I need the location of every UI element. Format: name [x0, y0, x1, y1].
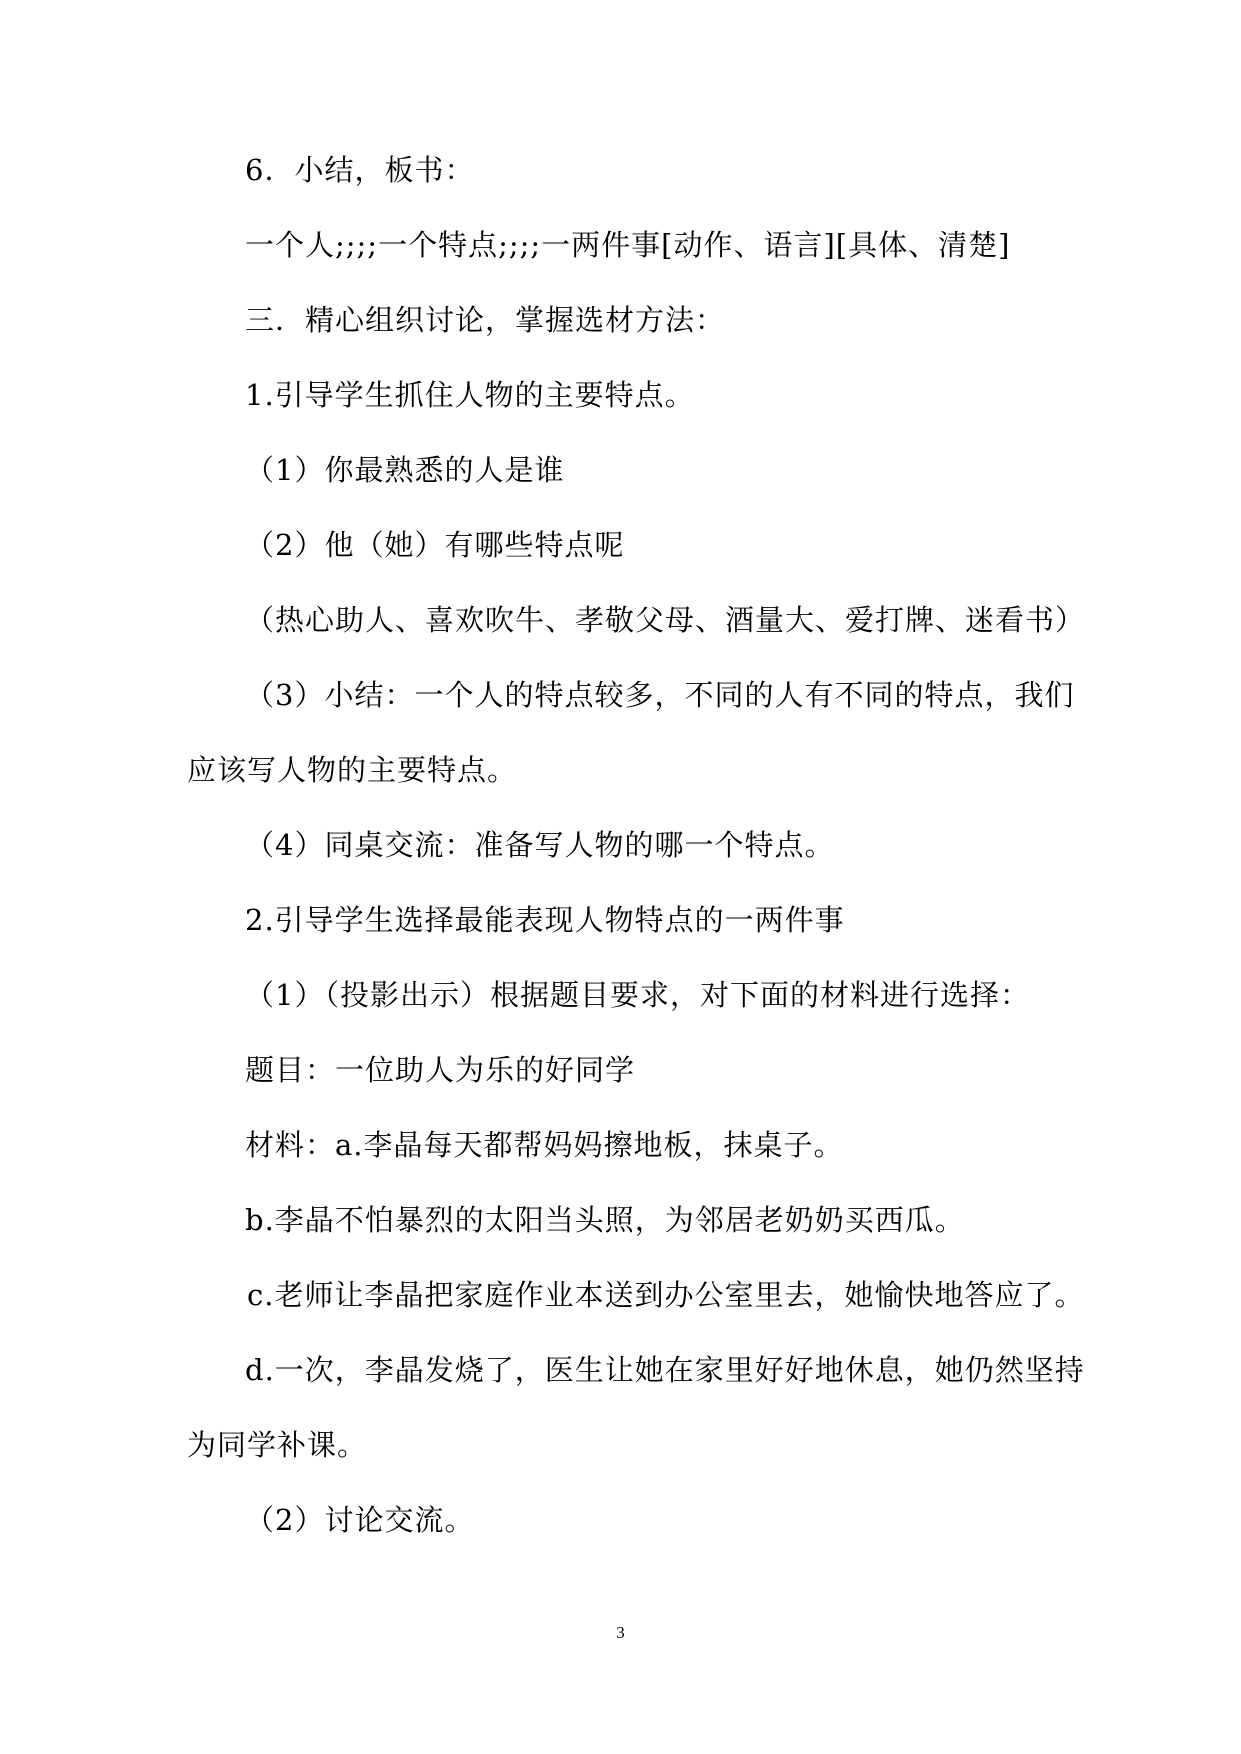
- step-2-heading: 2.引导学生选择最能表现人物特点的一两件事: [245, 903, 845, 937]
- projection-instruction: （1）（投影出示）根据题目要求，对下面的材料进行选择：: [245, 978, 1030, 1012]
- question-2: （2）他（她）有哪些特点呢: [245, 528, 625, 562]
- discussion-step: （2）讨论交流。: [245, 1503, 475, 1537]
- step-1-heading: 1.引导学生抓住人物的主要特点。: [245, 378, 695, 412]
- section-heading: 三．精心组织讨论，掌握选材方法：: [245, 303, 726, 337]
- question-1: （1）你最熟悉的人是谁: [245, 453, 565, 487]
- summary-point: （3）小结：一个人的特点较多，不同的人有不同的特点，我们: [245, 678, 1075, 712]
- essay-title: 题目：一位助人为乐的好同学: [245, 1053, 636, 1087]
- desk-mate-discussion: （4）同桌交流：准备写人物的哪一个特点。: [245, 828, 835, 862]
- summary-point-continued: 应该写人物的主要特点。: [187, 753, 518, 787]
- trait-examples: （热心助人、喜欢吹牛、孝敬父母、酒量大、爱打牌、迷看书）: [245, 603, 1086, 637]
- material-c: c.老师让李晶把家庭作业本送到办公室里去，她愉快地答应了。: [247, 1278, 1085, 1312]
- page-number: 3: [616, 1623, 625, 1642]
- summary-heading: 6．小结，板书：: [245, 153, 475, 187]
- blackboard-notes: 一个人;;;;一个特点;;;;一两件事[动作、语言][具体、清楚]: [245, 228, 1011, 262]
- material-b: b.李晶不怕暴烈的太阳当头照，为邻居老奶奶买西瓜。: [245, 1203, 965, 1237]
- material-d-continued: 为同学补课。: [187, 1428, 368, 1462]
- material-a: 材料：a.李晶每天都帮妈妈擦地板，抹桌子。: [245, 1128, 844, 1162]
- material-d: d.一次，李晶发烧了，医生让她在家里好好地休息，她仍然坚持: [245, 1353, 1085, 1387]
